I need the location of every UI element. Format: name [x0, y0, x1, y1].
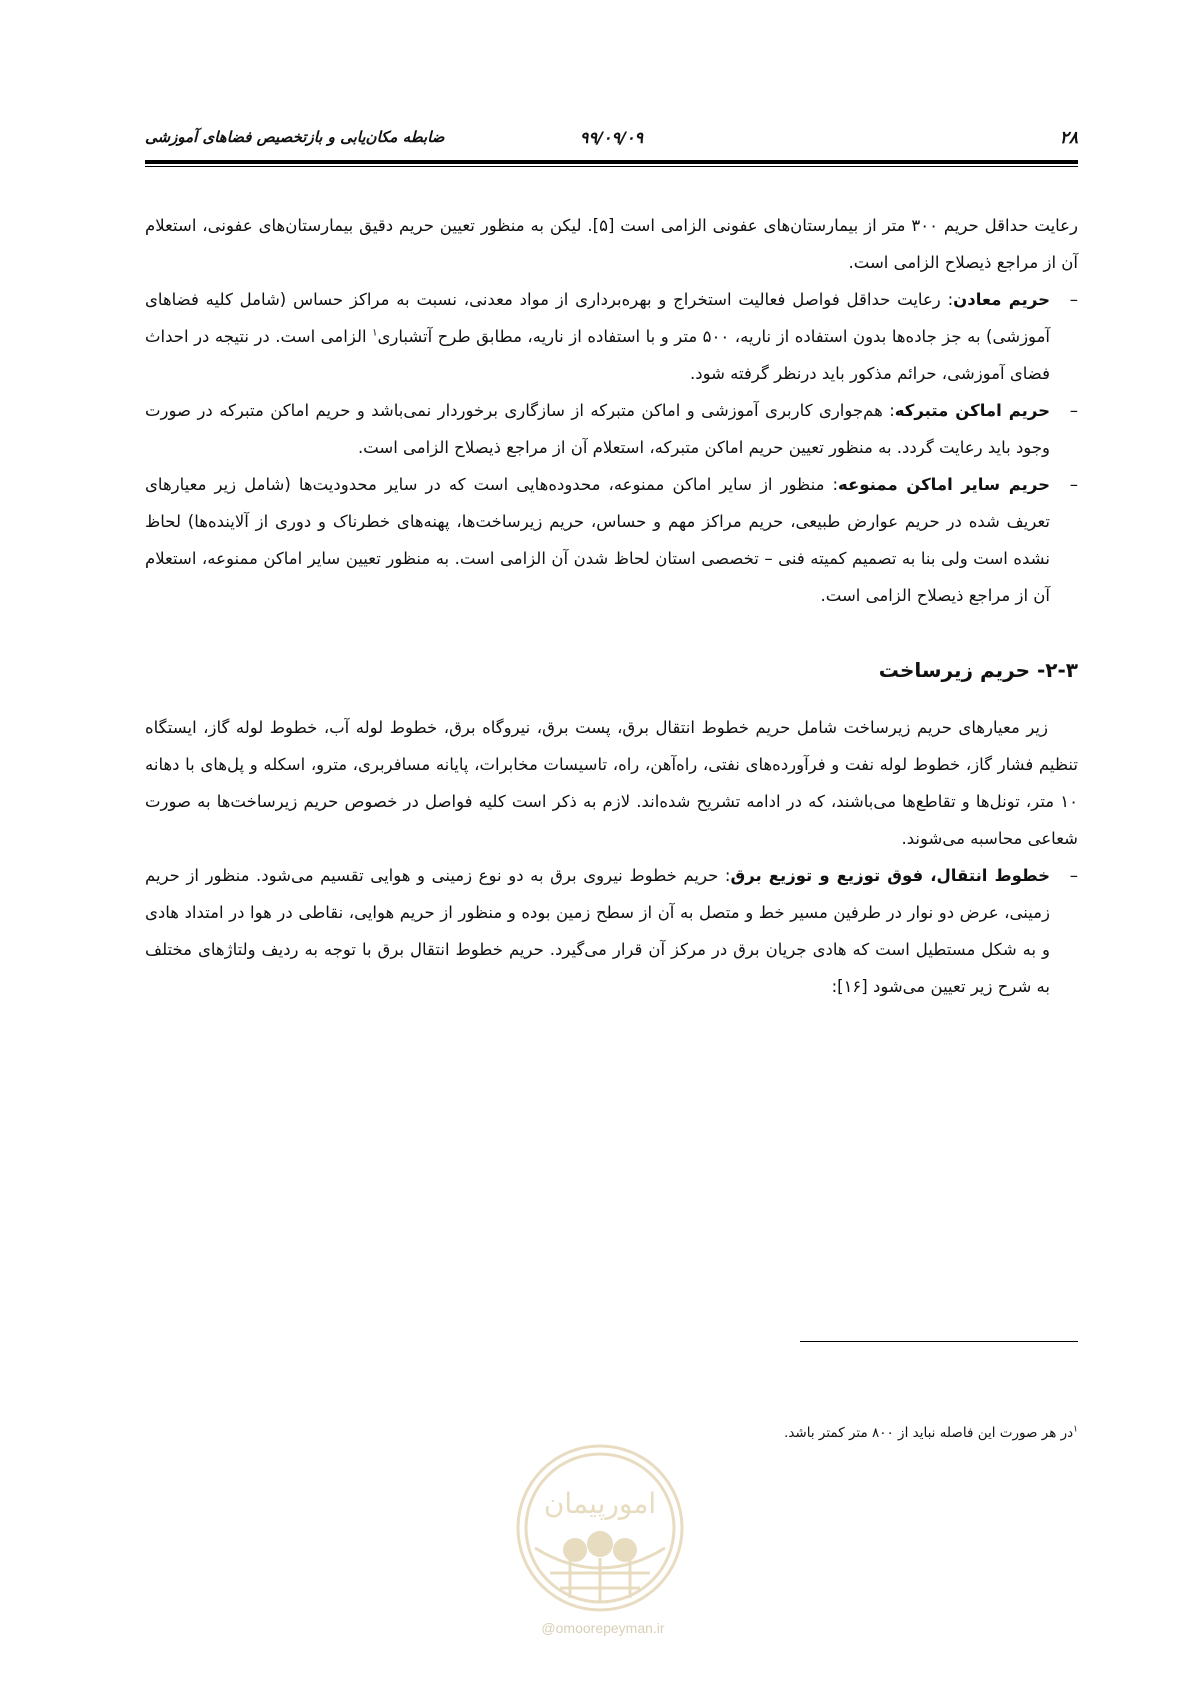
footnote-separator: [800, 1341, 1078, 1342]
item-text: : رعایت حداقل فواصل فعالیت استخراج و بهره‌برداری از مواد معدنی، نسبت به مراکز حساس (شامل کلیه فضاهای آموزشی) به جز جاده‌ها بدون استفاده از ناریه، ۵۰۰ متر و با استفاده از ناریه، مطابق طرح آتشباری: [145, 290, 1050, 346]
list-dash: –: [1069, 475, 1078, 494]
watermark-logo: [510, 1438, 690, 1618]
item-text-cont: الزامی است. در نتیجه در احداث فضای آموزشی، حرائم مذکور باید درنظر گرفته شود.: [145, 327, 1050, 383]
list-item-mines: [145, 281, 1078, 392]
header-doc-title: ضابطه مکان‌یابی و بازتخصیص فضاهای آموزشی: [145, 128, 445, 146]
section-heading: ۲-۳- حریم زیرساخت: [878, 658, 1078, 682]
paragraph-infectious-hospitals: رعایت حداقل حریم ۳۰۰ متر از بیمارستان‌های عفونی الزامی است [۵]. لیکن به منظور تعیین حریم دقیق بیمارستان‌های عفونی، استعلام آن از مراجع ذیصلاح الزامی است.: [145, 216, 1079, 272]
page-body: [145, 207, 1078, 1005]
page-header: [145, 128, 1078, 150]
item-text: : هم‌جواری کاربری آموزشی و اماکن متبرکه از سازگاری برخوردار نمی‌باشد و حریم اماکن متبرکه در صورت وجود باید رعایت گردد. به منظور تعیین حریم اماکن متبرکه، استعلام آن از مراجع ذیصلاح الزامی است.: [145, 401, 1050, 457]
item-title: حریم سایر اماکن ممنوعه: [838, 475, 1050, 494]
item-title: حریم معادن: [953, 290, 1051, 309]
watermark-logo-text: امورپیمان: [543, 1487, 657, 1520]
item-title: حریم اماکن متبرکه: [894, 401, 1050, 420]
page-number: ۲۸: [1059, 128, 1078, 148]
header-date: ۹۹/۰۹/۰۹: [579, 128, 644, 147]
list-dash: –: [1069, 290, 1078, 309]
item-text: : حریم خطوط نیروی برق به دو نوع زمینی و هوایی تقسیم می‌شود. منظور از حریم زمینی، عرض دو نوار در طرفین مسیر خط و متصل به آن از سطح زمین بوده و منظور از حریم هوایی، نقاطی در هوا در امتداد هادی و به شکل مستطیل است که هادی جریان برق در مرکز آن قرار می‌گیرد. حریم خطوط انتقال برق با توجه به ردیف ولتاژهای مختلف به شرح زیر تعیین می‌شود [۱۶]:: [145, 866, 1050, 996]
watermark-url: @omoorepeyman.ir: [541, 1620, 665, 1636]
list-item-power-lines: [145, 857, 1078, 1005]
header-rule-thin: [145, 166, 1078, 167]
list-item-other-prohibited: [145, 466, 1078, 614]
footnote-ref[interactable]: ۱: [372, 327, 378, 339]
footnote: [700, 1425, 1078, 1441]
header-rule-thick: [145, 160, 1078, 164]
paragraph-infrastructure: زیر معیارهای حریم زیرساخت شامل حریم خطوط انتقال برق، پست برق، نیروگاه برق، خطوط لوله آب، خطوط لوله گاز، ایستگاه تنظیم فشار گاز، خطوط لوله نفت و فرآورده‌های نفتی، راه‌آهن، راه، تاسیسات مخابرات، پایانه مسافربری، مترو، اسکله و پل‌های با دهانه ۱۰ متر، تونل‌ها و تقاطع‌ها می‌باشند، که در ادامه تشریح شده‌اند. لازم به ذکر است کلیه فواصل در خصوص حریم زیرساخت‌ها به صورت شعاعی محاسبه می‌شوند.: [145, 718, 1078, 848]
list-item-holy-places: [145, 392, 1078, 466]
footnote-marker: ۱: [1073, 1424, 1078, 1435]
list-dash: –: [1069, 866, 1078, 885]
list-dash: –: [1069, 401, 1078, 420]
item-title: خطوط انتقال، فوق توزیع و توزیع برق: [730, 866, 1050, 885]
item-text: : منظور از سایر اماکن ممنوعه، محدوده‌هایی است که در سایر محدودیت‌ها (شامل زیر معیارهای تعریف شده در حریم عوارض طبیعی، حریم مراکز مهم و حساس، حریم زیرساخت‌ها، پهنه‌های خطرناک و دوری از آلاینده‌ها) لحاظ نشده است ولی بنا به تصمیم کمیته فنی – تخصصی استان لحاظ شدن آن الزامی است. به منظور تعیین سایر اماکن ممنوعه، استعلام آن از مراجع ذیصلاح الزامی است.: [145, 475, 1050, 605]
footnote-text: در هر صورت این فاصله نباید از ۸۰۰ متر کمتر باشد.: [784, 1425, 1074, 1441]
